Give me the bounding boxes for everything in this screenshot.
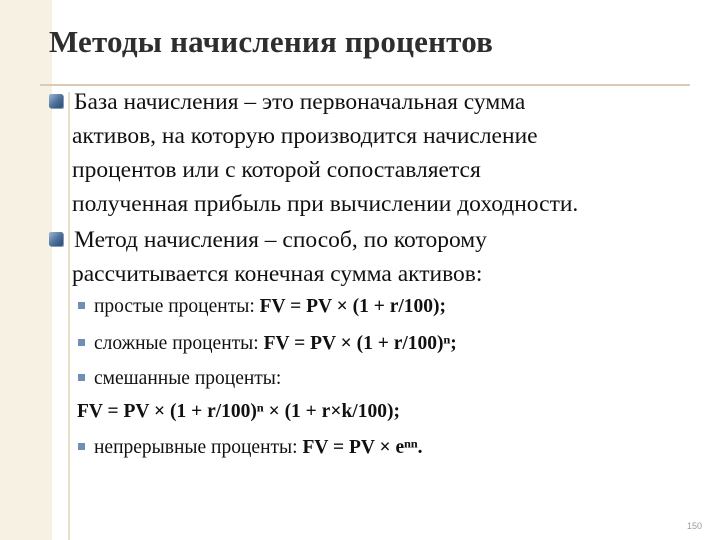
sub-item-label: непрерывные проценты:: [94, 437, 303, 458]
square-bullet-icon: [49, 94, 63, 108]
bullet-line: База начисления – это первоначальная сумма: [74, 89, 526, 115]
sub-item-label: простые проценты:: [94, 296, 260, 317]
square-bullet-icon: [49, 232, 63, 246]
sub-item-label: сложные проценты:: [94, 333, 264, 354]
left-decorative-stripe: [0, 0, 52, 540]
sub-item-compound-interest: [78, 333, 457, 355]
bullet-line: активов, на которую производится начисление: [72, 123, 538, 149]
formula: FV = PV × (1 + r/100);: [259, 296, 447, 317]
mixed-interest-formula: FV = PV × (1 + r/100)ⁿ × (1 + r×k/100);: [77, 401, 400, 422]
bullet-text: [74, 85, 699, 221]
sub-item-continuous-interest: [78, 437, 423, 459]
page-number: 150: [687, 521, 703, 531]
formula: FV = PV × еⁿⁿ.: [302, 437, 423, 458]
sub-item-simple-interest: [78, 296, 446, 318]
bullet-line: рассчитывается конечная сумма активов:: [72, 261, 483, 287]
small-square-bullet-icon: [78, 339, 85, 346]
small-square-bullet-icon: [78, 443, 85, 450]
small-square-bullet-icon: [78, 302, 85, 309]
bullet-line: полученная прибыль при вычислении доходности.: [72, 191, 579, 217]
decorative-vertical-line: [68, 92, 70, 540]
slide-title: Методы начисления процентов: [49, 24, 494, 59]
bullet-line: процентов или с которой сопоставляется: [72, 157, 481, 183]
bullet-text: [74, 223, 699, 291]
sub-item-mixed-interest: [78, 368, 281, 390]
small-square-bullet-icon: [78, 374, 85, 381]
formula: FV = PV × (1 + r/100)ⁿ;: [263, 333, 457, 354]
sub-item-label: смешанные проценты:: [94, 368, 282, 389]
bullet-line: Метод начисления – способ, по которому: [74, 227, 487, 253]
